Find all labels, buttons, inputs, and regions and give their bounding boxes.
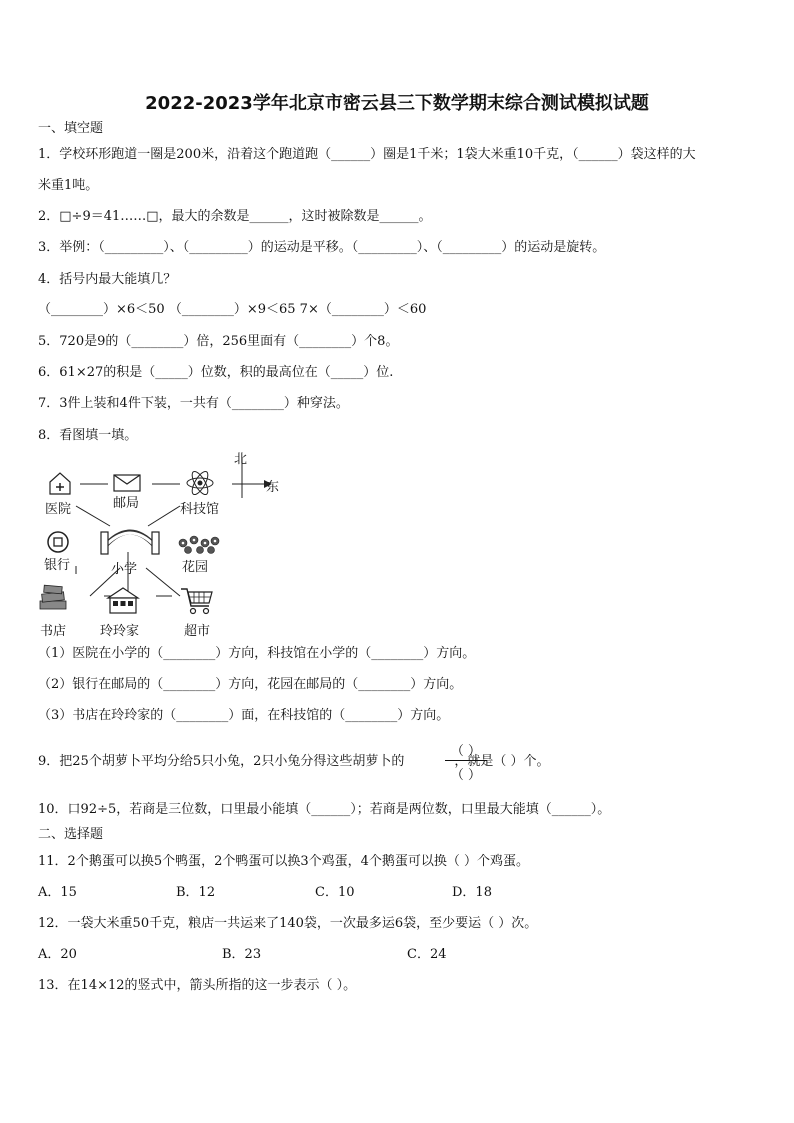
page-title: 2022-2023学年北京市密云县三下数学期末综合测试模拟试题 <box>145 93 649 114</box>
question-8-part-1: （1）医院在小学的（________）方向，科技馆在小学的（________）方向。 <box>38 646 476 661</box>
question-12-option-b: B．23 <box>222 947 262 962</box>
question-4-items: （________）×6＜50 （________）×9＜65 7×（________）＜60 <box>38 302 427 317</box>
question-1-line-1: 1．学校环形跑道一圈是200米，沿着这个跑道跑（______）圈是1千米；1袋大米重10千克，（______）袋这样的大 <box>38 147 696 162</box>
compass-east-label: 东 <box>266 480 280 495</box>
question-10: 10．口92÷5，若商是三位数，口里最小能填（______）；若商是两位数，口里最大能填（______）。 <box>38 802 611 817</box>
bank-label: 银行 <box>44 558 71 573</box>
question-11-option-d: D．18 <box>452 885 492 900</box>
direction-map-diagram <box>30 446 290 642</box>
house-icon <box>106 586 140 614</box>
compass-north-label: 北 <box>234 452 248 467</box>
bookstore-label: 书店 <box>40 624 67 639</box>
question-13: 13．在14×12的竖式中，箭头所指的这一步表示（ ）。 <box>38 978 357 993</box>
science-museum-label: 科技馆 <box>180 502 220 517</box>
lingling-home-label: 玲玲家 <box>100 624 140 639</box>
school-label: 小学 <box>111 562 138 577</box>
question-6: 6．61×27的积是（_____）位数，积的最高位在（_____）位. <box>38 365 394 380</box>
question-11-option-c: C．10 <box>315 885 355 900</box>
question-12: 12．一袋大米重50千克，粮店一共运来了140袋，一次最多运6袋，至少要运（ ）次。 <box>38 916 538 931</box>
question-11: 11．2个鹅蛋可以换5个鸭蛋，2个鸭蛋可以换3个鸡蛋，4个鹅蛋可以换（ ）个鸡蛋。 <box>38 854 530 869</box>
books-icon <box>38 583 68 613</box>
question-9-text-before: 9．把25个胡萝卜平均分给5只小兔，2只小兔分得这些胡萝卜的 <box>38 754 405 769</box>
atom-icon <box>185 468 215 498</box>
school-gate-icon <box>101 532 159 554</box>
hospital-icon <box>47 470 73 496</box>
fraction-numerator: （ ） <box>450 744 482 759</box>
question-8: 8．看图填一填。 <box>38 428 138 443</box>
coin-icon <box>46 530 70 554</box>
question-8-part-3: （3）书店在玲玲家的（________）面，在科技馆的（________）方向。 <box>38 708 450 723</box>
section-fill-in: 一、填空题 <box>38 121 104 136</box>
question-5: 5．720是9的（________）倍，256里面有（________）个8。 <box>38 334 399 349</box>
question-11-option-a: A．15 <box>38 885 77 900</box>
garden-label: 花园 <box>182 560 209 575</box>
question-9-text-after: ，就是（ ）个。 <box>454 754 550 769</box>
section-choice: 二、选择题 <box>38 827 104 842</box>
question-7: 7．3件上装和4件下装，一共有（________）种穿法。 <box>38 396 349 411</box>
question-1-line-2: 米重1吨。 <box>38 178 99 193</box>
question-3: 3．举例：（_________）、（_________）的运动是平移。（_________）、（_________）的运动是旋转。 <box>38 240 606 255</box>
envelope-icon <box>113 474 141 492</box>
fraction-denominator: （ ） <box>450 768 482 783</box>
question-12-option-c: C．24 <box>407 947 447 962</box>
question-9-fraction <box>443 738 489 784</box>
question-8-part-2: （2）银行在邮局的（________）方向，花园在邮局的（________）方向。 <box>38 677 463 692</box>
question-2: 2．□÷9＝41……□，最大的余数是______，这时被除数是______。 <box>38 209 432 224</box>
fraction-bar <box>445 760 487 761</box>
supermarket-label: 超市 <box>184 624 211 639</box>
shopping-cart-icon <box>180 586 214 616</box>
question-4: 4．括号内最大能填几？ <box>38 272 177 287</box>
question-12-option-a: A．20 <box>38 947 77 962</box>
hospital-label: 医院 <box>45 502 72 517</box>
question-11-option-b: B．12 <box>176 885 216 900</box>
flowers-icon <box>176 534 220 556</box>
post-office-label: 邮局 <box>113 496 140 511</box>
